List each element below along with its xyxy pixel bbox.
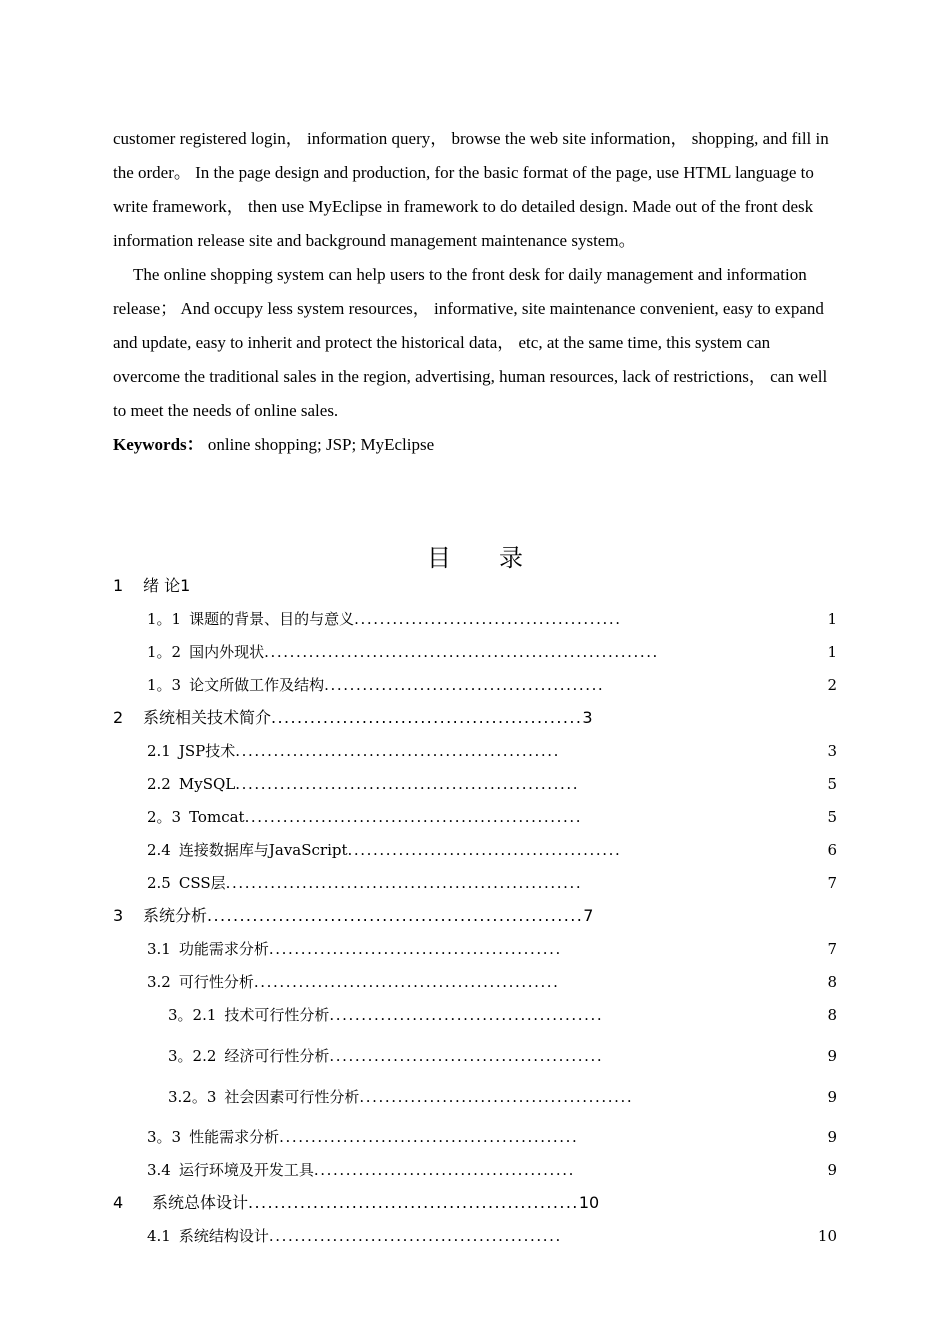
toc-entry[interactable] — [147, 607, 837, 631]
toc-entry-title: 系统总体设计 — [152, 1193, 249, 1212]
toc-entry-page: 3 — [582, 708, 593, 727]
toc-entry-number: 4 — [113, 1193, 124, 1212]
toc-entry[interactable] — [147, 805, 837, 829]
toc-entry-title: 课题的背景、目的与意义 — [189, 610, 355, 628]
toc-entry-leader: .............................................. — [268, 940, 562, 958]
toc-entry-number: 2.5 — [147, 874, 171, 892]
toc-entry-number: 1 — [113, 576, 124, 595]
toc-entry-page: 7 — [827, 940, 837, 958]
toc-entry-page: 6 — [827, 841, 837, 859]
toc-entry[interactable] — [147, 772, 837, 796]
toc-entry[interactable] — [168, 1044, 837, 1068]
toc-entry-leader: .......................................................... — [207, 906, 584, 925]
toc-entry-title: JSP技术 — [178, 742, 236, 760]
toc-entry-number: 3.2 — [147, 973, 171, 991]
toc-entry[interactable] — [147, 1125, 837, 1149]
toc-entry[interactable] — [113, 1191, 599, 1215]
toc-entry[interactable] — [147, 838, 837, 862]
toc-entry-page: 5 — [827, 775, 837, 793]
toc-entry-title: 技术可行性分析 — [224, 1006, 330, 1024]
toc-entry-number: 3。2.2 — [168, 1047, 217, 1065]
toc-entry-number: 3.1 — [147, 940, 171, 958]
toc-entry[interactable] — [147, 1158, 837, 1182]
toc-entry-title: 性能需求分析 — [189, 1128, 280, 1146]
toc-entry-title: 系统相关技术简介 — [143, 708, 272, 727]
toc-entry-page: 9 — [827, 1088, 837, 1106]
toc-entry-number: 4.1 — [147, 1227, 171, 1245]
toc-entry[interactable] — [147, 739, 837, 763]
toc-entry[interactable] — [168, 1085, 837, 1109]
toc-entry-leader: ................................................... — [248, 1193, 579, 1212]
toc-entry[interactable] — [147, 937, 837, 961]
toc-entry-title: 可行性分析 — [178, 973, 254, 991]
toc-entry-number: 3.4 — [147, 1161, 171, 1179]
toc-entry-number: 2。3 — [147, 808, 182, 826]
toc-entry-page: 10 — [817, 1227, 837, 1245]
toc-entry-leader: ............................................... — [279, 1128, 579, 1146]
abstract-paragraph-2: The online shopping system can help users to the front desk for daily management and information release； And occupy less system resources， informative, site maintenance convenient, easy to expand and update, easy to inherit and protect the historical data， etc, at the same time, this system can overcome the traditional sales in the region, advertising, human resources, lack of restrictions， can well to meet the needs of online sales. — [113, 265, 828, 420]
toc-entry-page: 1 — [827, 610, 837, 628]
abstract-paragraph-1: customer registered login， information query， browse the web site information， shopping, and fill in the order。 In the page design and production, for the basic format of the page, use HTML language to write framework， then use MyEclipse in framework to do detailed design. Made out of the front desk information release site and background management maintenance system。 — [113, 129, 829, 250]
toc-entry-number: 3 — [113, 906, 124, 925]
toc-entry-page: 5 — [827, 808, 837, 826]
toc-entry-leader: .............................................. — [268, 1227, 562, 1245]
keywords-value: online shopping; JSP; MyEclipse — [203, 435, 435, 454]
toc-entry-number: 3.2。3 — [168, 1088, 217, 1106]
toc-entry-page: 2 — [827, 676, 837, 694]
toc-entry-leader: ................................................ — [253, 973, 560, 991]
toc-entry[interactable] — [113, 706, 593, 730]
toc-entry-title: 经济可行性分析 — [224, 1047, 330, 1065]
toc-entry-page: 8 — [827, 973, 837, 991]
toc-entry-number: 1。3 — [147, 676, 182, 694]
toc-entry-number: 2 — [113, 708, 124, 727]
toc-entry-leader: ................................................... — [235, 742, 561, 760]
toc-entry[interactable] — [147, 871, 837, 895]
toc-entry[interactable] — [147, 1224, 837, 1248]
toc-entry-page: 7 — [583, 906, 594, 925]
toc-entry[interactable] — [147, 640, 837, 664]
toc-entry-title: 功能需求分析 — [178, 940, 269, 958]
toc-entry-page: 1 — [827, 643, 837, 661]
toc-entry-number: 2.1 — [147, 742, 171, 760]
toc-entry[interactable] — [113, 904, 593, 928]
toc-entry-title: 系统结构设计 — [178, 1227, 269, 1245]
toc-entry-page: 3 — [827, 742, 837, 760]
toc-entry-leader: ...................................................... — [235, 775, 580, 793]
toc-entry-leader: ........................................................ — [225, 874, 583, 892]
toc-entry-page: 7 — [827, 874, 837, 892]
toc-entry-leader: ......................................... — [313, 1161, 575, 1179]
toc-entry[interactable] — [168, 1003, 837, 1027]
toc-entry-leader: ........................................... — [347, 841, 622, 859]
toc-entry-leader: ..................................................... — [244, 808, 583, 826]
toc-entry-title: CSS层 — [178, 874, 226, 892]
toc-entry-page: 10 — [578, 1193, 600, 1212]
toc-entry-title: 绪 论1 — [143, 576, 191, 595]
toc-entry-leader: ............................................ — [324, 676, 605, 694]
toc-entry-leader: ........................................... — [329, 1047, 604, 1065]
abstract-section — [113, 122, 837, 462]
toc-entry-title: 运行环境及开发工具 — [178, 1161, 314, 1179]
toc-entry-number: 1。1 — [147, 610, 182, 628]
toc-entry[interactable] — [147, 970, 837, 994]
toc-entry-number: 2.2 — [147, 775, 171, 793]
toc-entry-leader: ................................................ — [271, 708, 583, 727]
toc-entry[interactable] — [113, 574, 190, 598]
toc-entry-page: 8 — [827, 1006, 837, 1024]
toc-entry-title: 论文所做工作及结构 — [189, 676, 325, 694]
toc-entry-title: Tomcat — [189, 808, 245, 826]
toc-entry-number: 1。2 — [147, 643, 182, 661]
toc-entry-leader: .......................................... — [354, 610, 622, 628]
toc-entry[interactable] — [147, 673, 837, 697]
toc-title: 目录 — [427, 544, 571, 572]
toc-entry-title: 连接数据库与JavaScript — [178, 841, 348, 859]
toc-entry-leader: ........................................... — [329, 1006, 604, 1024]
toc-entry-number: 2.4 — [147, 841, 171, 859]
toc-entry-leader: ........................................... — [359, 1088, 634, 1106]
toc-entry-title: 社会因素可行性分析 — [224, 1088, 360, 1106]
keywords-line — [113, 428, 837, 462]
toc-entry-page: 9 — [827, 1161, 837, 1179]
toc-entry-page: 9 — [827, 1128, 837, 1146]
toc-entry-number: 3。3 — [147, 1128, 182, 1146]
toc-entry-number: 3。2.1 — [168, 1006, 217, 1024]
toc-entry-title: MySQL — [178, 775, 236, 793]
toc-entry-title: 系统分析 — [143, 906, 208, 925]
toc-entry-leader: .............................................................. — [264, 643, 659, 661]
keywords-label: Keywords： — [113, 435, 204, 454]
toc-entry-page: 9 — [827, 1047, 837, 1065]
toc-entry-title: 国内外现状 — [189, 643, 265, 661]
